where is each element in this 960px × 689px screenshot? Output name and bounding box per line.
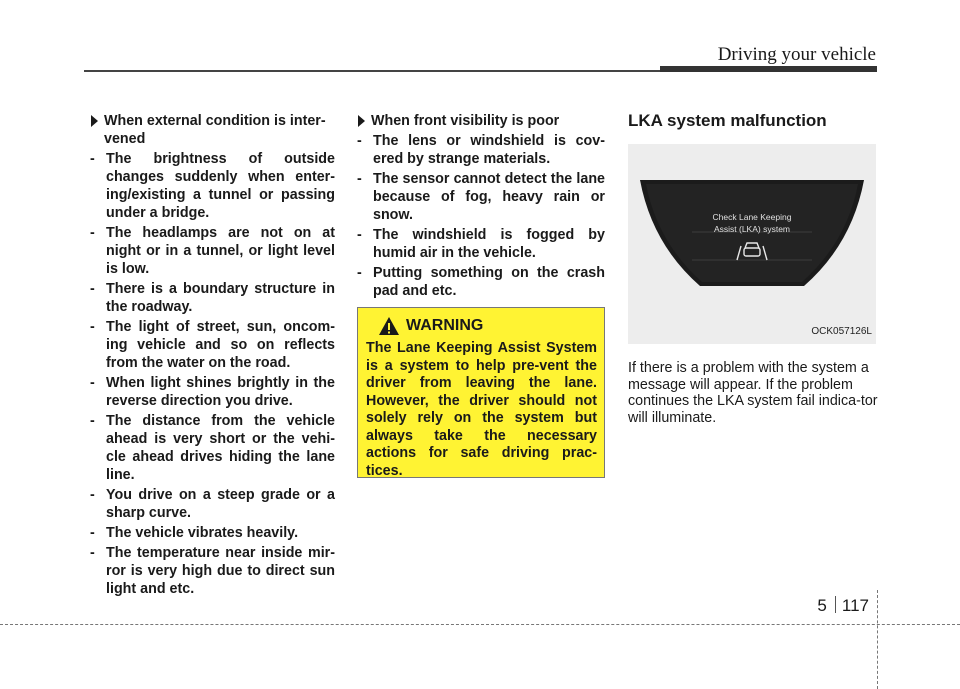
instrument-cluster-image: [628, 144, 876, 344]
section-heading-front-visibility: When front visibility is poor: [357, 112, 605, 130]
list-item: - The sensor cannot detect the lane because of fog, heavy rain or snow.: [357, 171, 605, 223]
cluster-message-line2: Assist (LKA) system: [713, 224, 791, 234]
list-item: - The vehicle vibrates heavily.: [90, 525, 299, 541]
list-item: - The distance from the vehicle ahead is very short or the vehi-cle ahead drives hiding the lane line.: [90, 413, 335, 483]
page-number-value: 117: [841, 596, 869, 615]
list-item: - The lens or windshield is cov-ered by strange materials.: [357, 133, 605, 167]
column-lka-malfunction: [628, 112, 878, 426]
list-item: - The headlamps are not on at night or in a tunnel, or light level is low.: [90, 225, 335, 277]
list-item: - The light of street, sun, oncom-ing vehicle and so on reflects from the water on the road.: [90, 319, 335, 371]
cluster-display-figure: [628, 144, 876, 344]
list-item: - There is a boundary structure in the roadway.: [90, 281, 335, 315]
list-item: - The brightness of outside changes suddenly when enter-ing/existing a tunnel or passing under a bridge.: [90, 151, 335, 221]
list-item: - Putting something on the crash pad and etc.: [357, 265, 605, 299]
footer-divider: [877, 590, 878, 689]
cluster-message-line1: Check Lane Keeping: [712, 212, 792, 222]
page-number: [817, 596, 869, 616]
list-item: - The windshield is fogged by humid air in the vehicle.: [357, 227, 605, 261]
list-item: - The temperature near inside mir-ror is very high due to direct sun light and etc.: [90, 545, 335, 597]
page-header-title: Driving your vehicle: [717, 44, 876, 65]
column-front-visibility: [357, 112, 605, 302]
list-item: - When light shines brightly in the reverse direction you drive.: [90, 375, 335, 409]
section-heading-external-conditions: When external condition is inter-vened: [90, 112, 335, 148]
warning-body: The Lane Keeping Assist System is a system to help pre-vent the driver from leaving the lane. However, the driver should not solely rely on the system but always take the necessary actions for safe driving prac-tices.: [366, 340, 597, 479]
column-external-conditions: [90, 112, 335, 600]
section-title-lka-malfunction: LKA system malfunction: [628, 111, 827, 130]
figure-caption: OCK057126L: [811, 326, 872, 337]
chapter-number: 5: [817, 596, 827, 615]
footer-rule: [0, 624, 960, 625]
warning-title: WARNING: [406, 317, 484, 334]
list-item: - You drive on a steep grade or a sharp curve.: [90, 487, 335, 521]
header-rule-accent: [660, 66, 877, 72]
warning-triangle-icon: [378, 316, 400, 336]
triangle-bullet-icon: [358, 115, 365, 127]
warning-box: [357, 307, 605, 478]
page-number-separator: [835, 596, 836, 613]
warning-header: [378, 316, 597, 336]
lka-malfunction-text: If there is a problem with the system a message will appear. If the problem continues the LKA system fail indica-tor will illuminate.: [628, 360, 878, 426]
triangle-bullet-icon: [91, 115, 98, 127]
